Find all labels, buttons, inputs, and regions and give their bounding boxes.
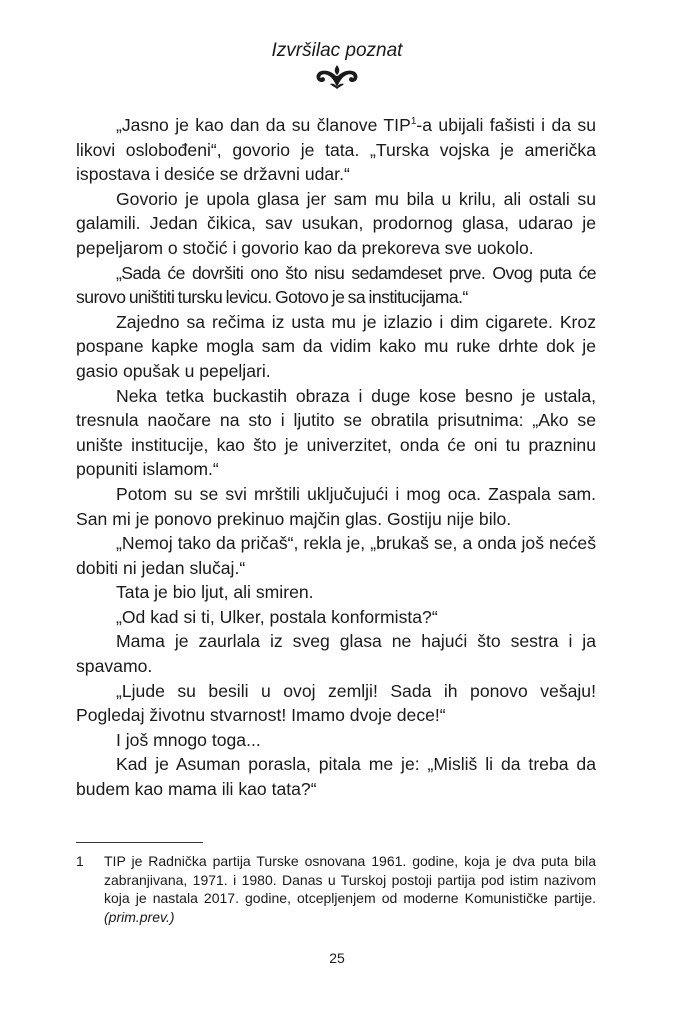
footnote-text: TIP je Radnička partija Turske osnovana 1961. godine, koja je dva puta bila zabranjivana, 1971. i 1980. Danas u Turskoj postoji partija pod istim nazivom koja je nastala 2017. godine, otcepljenjem od moderne Komunističke partije. [104, 853, 596, 907]
paragraph-text: „Jasno je kao dan da su članove TIP [116, 115, 411, 135]
paragraph: „Od kad si ti, Ulker, postala konformista?“ [116, 606, 438, 627]
footnote-divider [76, 842, 203, 843]
body-text [76, 113, 596, 802]
footnote-text-block [104, 852, 596, 926]
paragraph: „Nemoj tako da pričaš“, rekla je, „brukaš se, a onda još nećeš dobiti ni jedan slučaj.“ [76, 533, 596, 578]
paragraph: Tata je bio ljut, ali smiren. [116, 582, 314, 603]
footnote-translator-note: (prim.prev.) [104, 908, 175, 925]
paragraph: Mama je zaurlala iz sveg glasa ne hajući što sestra i ja spavamo. [76, 631, 596, 677]
fleuron-icon [312, 63, 362, 89]
running-title: Izvršilac poznat [271, 40, 403, 61]
paragraph: „Sada će dovršiti ono što nisu sedamdeset prve. Ovog puta će surovo uništiti tursku levicu. Gotovo je sa institucijama.“ [76, 262, 596, 308]
paragraph [76, 113, 596, 187]
footnote-reference[interactable]: 1 [410, 116, 417, 127]
paragraph: Zajedno sa rečima iz usta mu je izlazio i dim cigarete. Kroz pospane kapke mogla sam da vidim kako mu ruke drhte dok je gasio opušak u pepeljari. [76, 311, 596, 381]
paragraph: „Ljude su besili u ovoj zemlji! Sada ih ponovo vešaju! Pogledaj životnu stvarnost! Imamo dvoje dece!“ [76, 680, 596, 726]
page-number: 25 [329, 950, 345, 966]
paragraph: Potom su se svi mrštili uključujući i mog oca. Zaspala sam. San mi je ponovo prekinuo majčin glas. Gostiju nije bilo. [76, 483, 596, 529]
paragraph: Neka tetka buckastih obraza i duge kose besno je ustala, tresnula naočare na sto i ljutito se obratila prisutnima: „Ako se unište institucije, kao što je univerzitet, onda će oni tu prazninu popuniti islamom.“ [76, 385, 596, 480]
paragraph: Kad je Asuman porasla, pitala me je: „Misliš li da treba da budem kao mama ili kao tata?“ [76, 754, 596, 800]
footnote [76, 852, 596, 926]
footnote-number: 1 [76, 853, 84, 869]
paragraph-text: -a ubijali fašisti i da su likovi oslobođeni“, govorio je tata. „Turska vojska je američka ispostava i desiće se državni udar.“ [76, 115, 596, 185]
paragraph: I još mnogo toga... [116, 729, 261, 750]
paragraph: Govorio je upola glasa jer sam mu bila u krilu, ali ostali su galamili. Jedan čikica, sav usukan, prodornog glasa, udarao je pepeljarom o stočić i govorio kao da prekoreva sve uokolo. [76, 188, 596, 258]
